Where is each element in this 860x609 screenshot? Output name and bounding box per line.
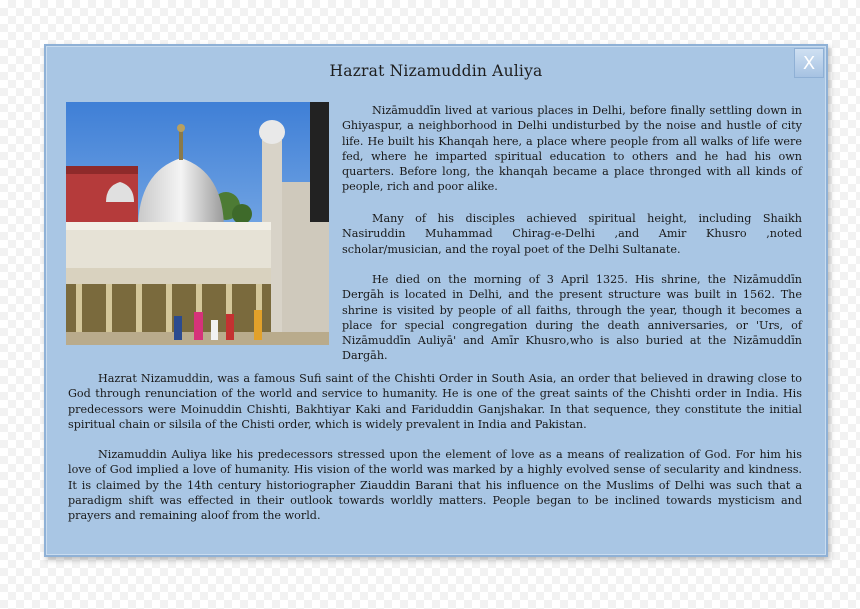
paragraph-love-of-god: Nizamuddin Auliya like his predecessors stressed upon the element of love as a means of realization of God. For him his love of God implied a love of humanity. His vision of the world was marked by a highly evolved sense of secularity and kindness. It is claimed by the 14th century historiographer Ziauddin Barani that his influence on the Muslims of Delhi was such that a paradigm shift was effected in their outlook towards worldly matters. People began to be inclined towards mysticism and prayers and remaining aloof from the world. (68, 448, 802, 523)
dialog-title: Hazrat Nizamuddin Auliya (329, 62, 543, 80)
paragraph-chishti-order: Hazrat Nizamuddin, was a famous Sufi saint of the Chishti Order in South Asia, an order that believed in drawing close to God through renunciation of the world and service to humanity. He is one of the great saints of the Chishti order in India. His predecessors were Moinuddin Chishti, Bakhtiyar Kaki and Fariduddin Ganjshakar. In that sequence, they constitute the initial spiritual chain or silsila of the Chisti order, which is widely prevalent in India and Pakistan. (68, 372, 802, 431)
paragraph-residence: Nizāmuddīn lived at various places in Delhi, before finally settling down in Ghiyaspur, a neighborhood in Delhi undisturbed by the noise and hustle of city life. He built his Khanqah here, a place where people from all walks of life were fed, where he imparted spiritual education to others and he had his own quarters. Before long, the khanqah became a place thronged with all kinds of people, rich and poor alike. (342, 104, 802, 194)
close-button[interactable] (794, 48, 824, 78)
close-icon: X (802, 52, 816, 74)
paragraph-shrine: He died on the morning of 3 April 1325. His shrine, the Nizāmuddīn Dergāh is located in Delhi, and the present structure was built in 1562. The shrine is visited by people of all faiths, through the year, though it becomes a place for special congregation during the death anniversaries, or 'Urs, of Nizāmuddīn Auliyā' and Amīr Khusro,who is also buried at the Nizāmuddīn Dargāh. (342, 273, 802, 363)
info-dialog (44, 44, 828, 557)
shrine-photo (66, 102, 329, 345)
paragraph-disciples: Many of his disciples achieved spiritual height, including Shaikh Nasiruddin Muhammad Chirag-e-Delhi ,and Amir Khusro ,noted scholar/musician, and the royal poet of the Delhi Sultanate. (342, 212, 802, 256)
